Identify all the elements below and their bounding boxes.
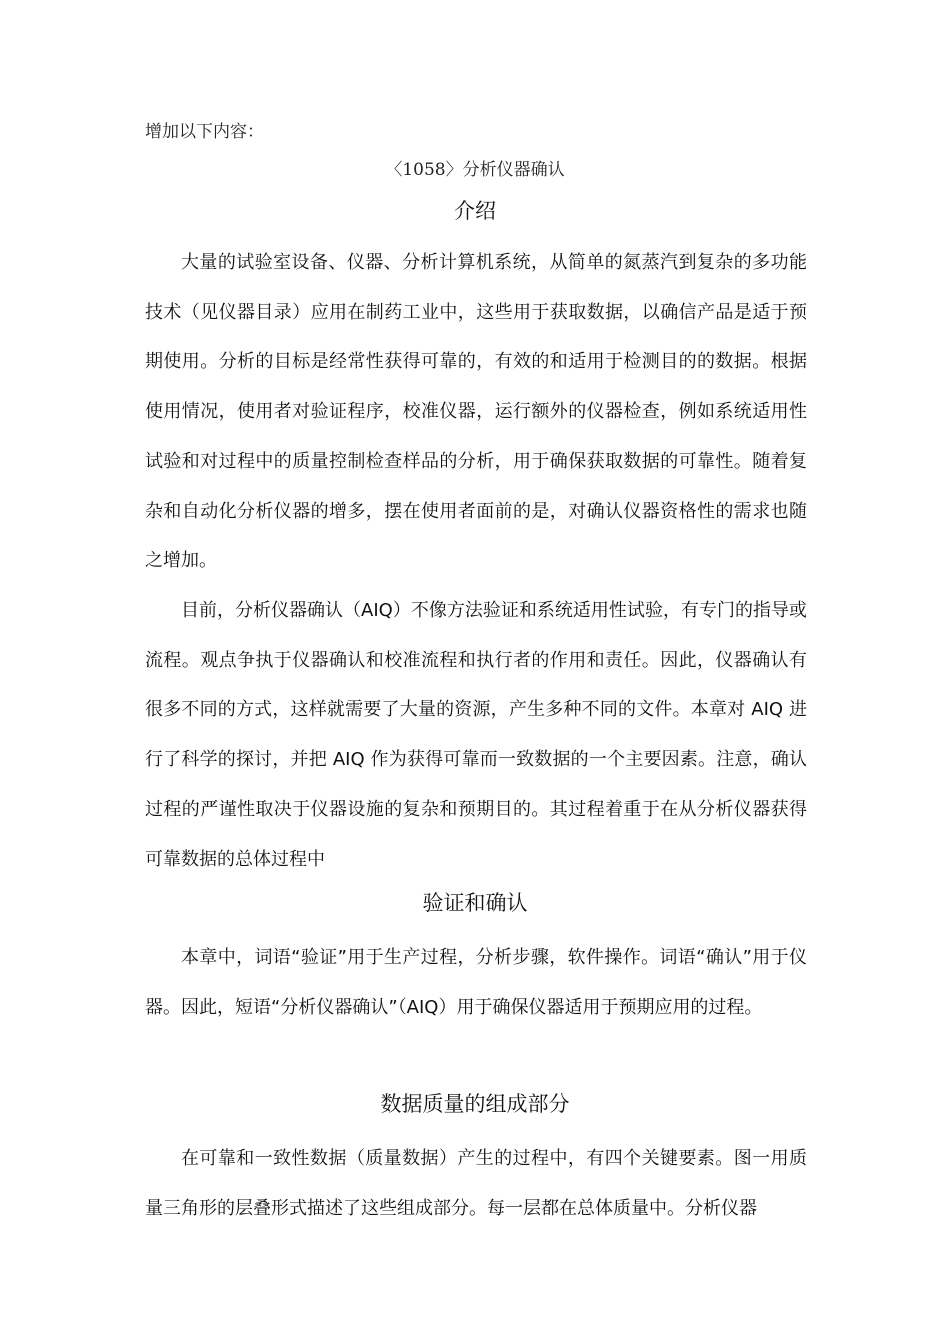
section-heading-introduction: 介绍 — [454, 199, 496, 223]
intro-line: 增加以下内容： — [145, 122, 264, 142]
paragraph-introduction-1: 大量的试验室设备、仪器、分析计算机系统，从简单的氮蒸汽到复杂的多功能技术（见仪器目录）应用在制药工业中，这些用于获取数据，以确信产品是适于预期使用。分析的目标是经常性获得可靠的，有效的和适用于检测目的的数据。根据使用情况，使用者对验证程序，校准仪器，运行额外的仪器检查，例如系统适用性试验和对过程中的质量控制检查样品的分析，用于确保获取数据的可靠性。随着复杂和自动化分析仪器的增多，摆在使用者面前的是，对确认仪器资格性的需求也随之增加。 — [145, 252, 807, 572]
section-heading-validation-qualification: 验证和确认 — [422, 891, 528, 915]
document-title: 〈1058〉分析仪器确认 — [385, 160, 565, 180]
section-heading-data-quality-components: 数据质量的组成部分 — [380, 1092, 570, 1116]
paragraph-validation-qualification: 本章中，词语“验证”用于生产过程，分析步骤，软件操作。词语“确认”用于仪器。因此，短语“分析仪器确认”（AIQ）用于确保仪器适用于预期应用的过程。 — [145, 947, 807, 1018]
paragraph-introduction-2: 目前，分析仪器确认（AIQ）不像方法验证和系统适用性试验，有专门的指导或流程。观点争执于仪器确认和校准流程和执行者的作用和责任。因此，仪器确认有很多不同的方式，这样就需要了大量的资源，产生多种不同的文件。本章对 AIQ 进行了科学的探讨，并把 AIQ 作为获得可靠而一致数据的一个主要因素。注意，确认过程的严谨性取决于仪器设施的复杂和预期目的。其过程着重于在从分析仪器获得可靠数据的总体过程中 — [145, 600, 807, 870]
paragraph-data-quality-components: 在可靠和一致性数据（质量数据）产生的过程中，有四个关键要素。图一用质量三角形的层叠形式描述了这些组成部分。每一层都在总体质量中。分析仪器 — [145, 1148, 807, 1219]
